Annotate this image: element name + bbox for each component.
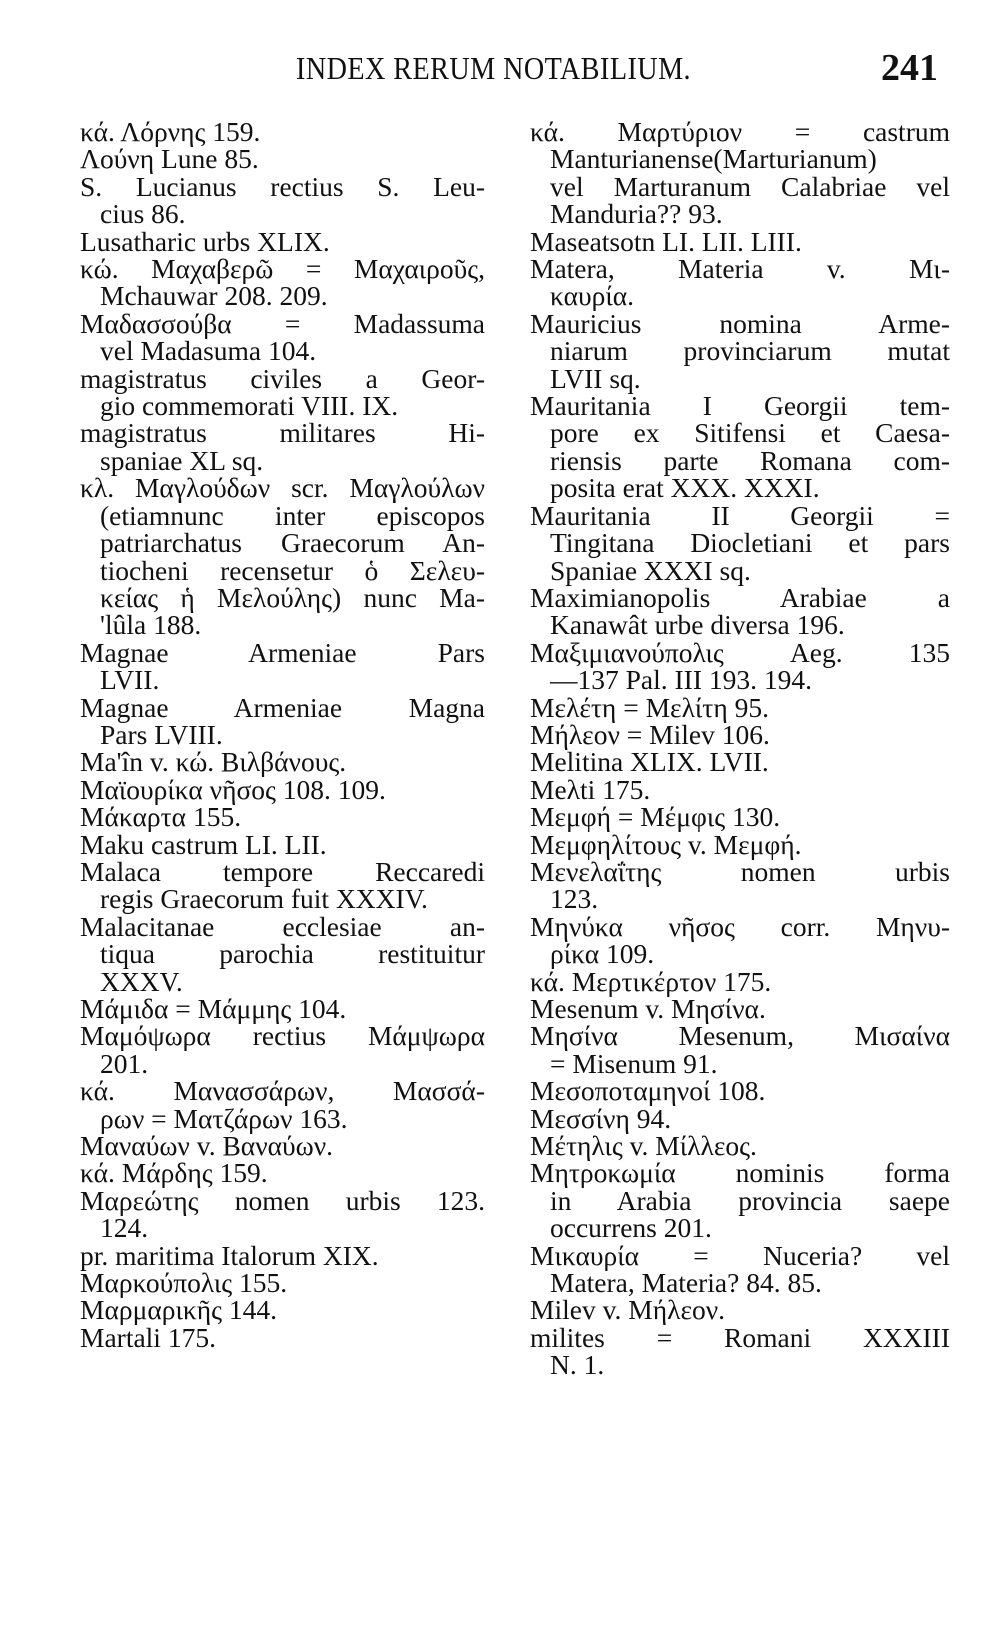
index-entry-line: N. 1. bbox=[550, 1349, 605, 1381]
index-entry bbox=[80, 995, 485, 1022]
index-entry-line: posita erat XXX. XXXI. bbox=[550, 472, 820, 504]
index-entry-line: 123. bbox=[550, 883, 599, 915]
index-entry-line: Milev v. Μήλεον. bbox=[530, 1294, 726, 1326]
index-entry bbox=[80, 691, 485, 750]
index-entry-line: Matera, Materia? 84. 85. bbox=[550, 1267, 822, 1299]
index-entry-line: Μάκαρτα 155. bbox=[80, 801, 242, 833]
index-entry-line: vel Madasuma 104. bbox=[100, 335, 317, 367]
index-entry bbox=[530, 1130, 950, 1162]
index-entry-line: Μεσσίνη 94. bbox=[530, 1102, 672, 1134]
index-entry bbox=[530, 636, 950, 696]
index-entry bbox=[530, 910, 950, 970]
index-entry bbox=[80, 773, 485, 805]
index-entry-line: pr. maritima Italorum XIX. bbox=[80, 1239, 379, 1271]
index-entry-line: riensis parte Romana com- bbox=[550, 444, 950, 476]
index-entry bbox=[80, 1294, 485, 1326]
index-entry bbox=[530, 1294, 950, 1326]
index-entry bbox=[530, 392, 950, 502]
index-entry-line: LVII. bbox=[100, 664, 160, 696]
index-entry-line: Malacitanae ecclesiae an- bbox=[80, 910, 485, 942]
index-entry-line: κά. Μάρδης 159. bbox=[80, 1157, 268, 1189]
index-entry-line: regis Graecorum fuit XXXIV. bbox=[100, 883, 428, 915]
index-entry-line: Μάμιδα = Μάμμης 104. bbox=[80, 993, 347, 1024]
page-number: 241 bbox=[881, 47, 938, 89]
index-entry bbox=[80, 1077, 485, 1132]
index-entry-line: Manturianense(Marturianum) bbox=[550, 143, 877, 175]
index-entry bbox=[530, 855, 950, 915]
index-entry bbox=[530, 1157, 950, 1244]
index-entry-line: Pars LVIII. bbox=[100, 718, 223, 750]
index-entry-line: Magnae Armeniae Pars bbox=[80, 636, 485, 668]
index-entry bbox=[530, 499, 950, 586]
index-entry bbox=[80, 1239, 485, 1271]
index-entry-line: S. Lucianus rectius S. Leu- bbox=[80, 170, 485, 202]
index-entry-line: Maximianopolis Arabiae a bbox=[530, 581, 950, 613]
index-entry-line: magistratus militares Hi- bbox=[80, 417, 485, 449]
index-entry bbox=[80, 636, 485, 696]
index-entry bbox=[530, 965, 950, 997]
index-entry bbox=[80, 419, 485, 474]
index-entry-line: Μαρεώτης nomen urbis 123. bbox=[80, 1184, 485, 1216]
index-entry bbox=[530, 1075, 950, 1107]
index-entry-line: vel Marturanum Calabriae vel bbox=[550, 170, 950, 202]
index-entry-line: niarum provinciarum mutat bbox=[550, 335, 950, 367]
index-entry bbox=[530, 1239, 950, 1299]
index-entry-line: Maku castrum LI. LII. bbox=[80, 828, 327, 860]
index-entry-line: ρίκα 109. bbox=[550, 938, 655, 970]
index-entry bbox=[530, 828, 950, 860]
index-entry bbox=[530, 801, 950, 833]
index-entry-line: Matera, Materia v. Μι- bbox=[530, 253, 950, 285]
index-entry bbox=[80, 118, 485, 145]
index-entry-line: occurrens 201. bbox=[550, 1212, 712, 1244]
index-entry bbox=[80, 801, 485, 833]
index-entry-line: Melitina XLIX. LVII. bbox=[530, 746, 769, 778]
index-entry-line: Μαμόψωρα rectius Μάμψωρα bbox=[80, 1020, 485, 1052]
index-entry-line: 201. bbox=[100, 1047, 149, 1079]
index-entry-line: Mesenum v. Μησίνα. bbox=[530, 993, 766, 1024]
index-entry-line: Malaca tempore Reccaredi bbox=[80, 855, 485, 887]
index-entry-line: κώ. Μαχαβερῶ = Μαχαιροῦς, bbox=[80, 253, 485, 285]
index-entry-line: Μήλεον = Milev 106. bbox=[530, 718, 770, 750]
index-entry bbox=[80, 1157, 485, 1189]
index-entry-line: Μεμφηλίτους v. Μεμφή. bbox=[530, 828, 802, 860]
index-entry bbox=[530, 118, 950, 228]
index-entry-line: Λούνη Lune 85. bbox=[80, 143, 259, 175]
index-entry bbox=[530, 581, 950, 641]
index-entry-line: Μαϊουρίκα νῆσος 108. 109. bbox=[80, 773, 386, 805]
left-index-column bbox=[80, 118, 485, 1351]
index-entry-line: Μαξιμιανούπολις Aeg. 135 bbox=[530, 636, 950, 668]
index-entry-line: = Misenum 91. bbox=[550, 1047, 718, 1079]
index-entry bbox=[530, 746, 950, 778]
index-entry bbox=[530, 225, 950, 257]
index-entry bbox=[80, 362, 485, 422]
index-entry bbox=[530, 773, 950, 805]
index-entry bbox=[530, 718, 950, 750]
right-index-column bbox=[530, 118, 950, 1379]
index-entry-line: Μικαυρία = Nuceria? vel bbox=[530, 1239, 950, 1271]
index-entry-line: Μαναύων v. Βαναύων. bbox=[80, 1130, 334, 1162]
index-entry-line: Μέτηλις v. Μίλλεος. bbox=[530, 1130, 757, 1162]
index-entry-line: tiqua parochia restituitur bbox=[100, 938, 485, 970]
index-entry-line: Spaniae XXXI sq. bbox=[550, 554, 751, 586]
index-entry-line: Maseatsotn LI. LII. LIII. bbox=[530, 225, 802, 257]
index-entry-line: Μησίνα Mesenum, Μισαίνα bbox=[530, 1020, 950, 1052]
index-entry bbox=[530, 307, 950, 394]
index-entry bbox=[80, 307, 485, 367]
page-header bbox=[0, 40, 1000, 100]
index-entry-line: 'lûla 188. bbox=[100, 609, 202, 641]
index-entry bbox=[80, 255, 485, 310]
index-entry-line: XXXV. bbox=[100, 965, 183, 997]
index-entry-line: Μητροκωμία nominis forma bbox=[530, 1157, 950, 1189]
index-entry bbox=[80, 143, 485, 175]
index-entry-line: spaniae XL sq. bbox=[100, 444, 264, 476]
index-entry-line: in Arabia provincia saepe bbox=[550, 1184, 950, 1216]
index-entry-line: cius 86. bbox=[100, 198, 186, 230]
index-entry-line: κά. Μερτικέρτον 175. bbox=[530, 965, 772, 997]
index-entry bbox=[80, 225, 485, 257]
index-entry bbox=[80, 1022, 485, 1077]
index-entry bbox=[530, 1022, 950, 1077]
index-entry bbox=[530, 691, 950, 723]
index-entry-line: Μενελαΐτης nomen urbis bbox=[530, 855, 950, 887]
index-entry-line: milites = Romani XXXIII bbox=[530, 1321, 950, 1353]
running-title: INDEX RERUM NOTABILIUM. bbox=[296, 50, 692, 86]
index-entry-line: κά. Μαρτύριον = castrum bbox=[530, 116, 950, 147]
index-entry-line: Martali 175. bbox=[80, 1321, 216, 1353]
index-entry bbox=[80, 855, 485, 915]
index-entry-line: Mauritania II Georgii = bbox=[530, 499, 950, 531]
index-entry-line: κείας ἡ Μελούλης) nunc Ma- bbox=[100, 581, 485, 613]
index-entry-line: Magnae Armeniae Magna bbox=[80, 691, 485, 723]
index-entry-line: Ma'în v. κώ. Βιλβάνους. bbox=[80, 746, 347, 778]
index-entry bbox=[530, 1102, 950, 1134]
index-entry-line: Mauritania I Georgii tem- bbox=[530, 390, 950, 422]
index-entry-line: Mchauwar 208. 209. bbox=[100, 280, 328, 312]
index-entry-line: Μεσοποταμηνοί 108. bbox=[530, 1075, 766, 1107]
index-entry-line: κά. Λόρνης 159. bbox=[80, 116, 261, 147]
index-entry-line: tiocheni recensetur ὁ Σελευ- bbox=[100, 554, 485, 586]
index-entry-line: ρων = Ματζάρων 163. bbox=[100, 1102, 348, 1134]
index-entry-line: καυρία. bbox=[550, 280, 635, 312]
index-entry-line: Meλti 175. bbox=[530, 773, 651, 805]
index-entry-line: Μαδασσούβα = Madassuma bbox=[80, 307, 485, 339]
index-entry-line: κά. Μανασσάρων, Μασσά- bbox=[80, 1075, 485, 1107]
index-entry bbox=[80, 828, 485, 860]
index-entry-line: LVII sq. bbox=[550, 362, 641, 394]
index-entry-line: Μεμφή = Μέμφις 130. bbox=[530, 801, 781, 833]
index-entry-line: Μαρμαρικῆς 144. bbox=[80, 1294, 277, 1326]
index-entry-line: (etiamnunc inter episcopos bbox=[100, 499, 485, 531]
index-entry-line: —137 Pal. III 193. 194. bbox=[550, 664, 812, 696]
index-entry-line: Lusatharic urbs XLIX. bbox=[80, 225, 330, 257]
index-entry bbox=[80, 746, 485, 778]
index-entry-line: Μηνύκα νῆσος corr. Μηνυ- bbox=[530, 910, 950, 942]
index-entry bbox=[80, 1130, 485, 1162]
index-entry bbox=[530, 1321, 950, 1381]
index-entry-line: Manduria?? 93. bbox=[550, 198, 723, 230]
index-entry-line: magistratus civiles a Geor- bbox=[80, 362, 485, 394]
index-entry-line: gio commemorati VIII. IX. bbox=[100, 390, 399, 422]
index-entry-line: Mauricius nomina Arme- bbox=[530, 307, 950, 339]
index-entry-line: patriarchatus Graecorum An- bbox=[100, 527, 485, 559]
index-entry-line: pore ex Sitifensi et Caesa- bbox=[550, 417, 950, 449]
index-entry-line: κλ. Μαγλούδων scr. Μαγλούλων bbox=[80, 472, 485, 504]
index-entry bbox=[80, 170, 485, 230]
index-entry bbox=[80, 1267, 485, 1299]
index-entry bbox=[80, 1184, 485, 1244]
index-entry bbox=[80, 472, 485, 641]
index-entry-line: Tingitana Diocletiani et pars bbox=[550, 527, 950, 559]
index-entry bbox=[530, 995, 950, 1022]
index-entry-line: 124. bbox=[100, 1212, 149, 1244]
index-entry-line: Kanawât urbe diversa 196. bbox=[550, 609, 845, 641]
index-entry-line: Μαρκούπολις 155. bbox=[80, 1267, 288, 1299]
index-entry bbox=[80, 910, 485, 997]
index-entry bbox=[530, 255, 950, 310]
index-entry bbox=[80, 1321, 485, 1353]
index-entry-line: Μελέτη = Μελίτη 95. bbox=[530, 691, 769, 723]
